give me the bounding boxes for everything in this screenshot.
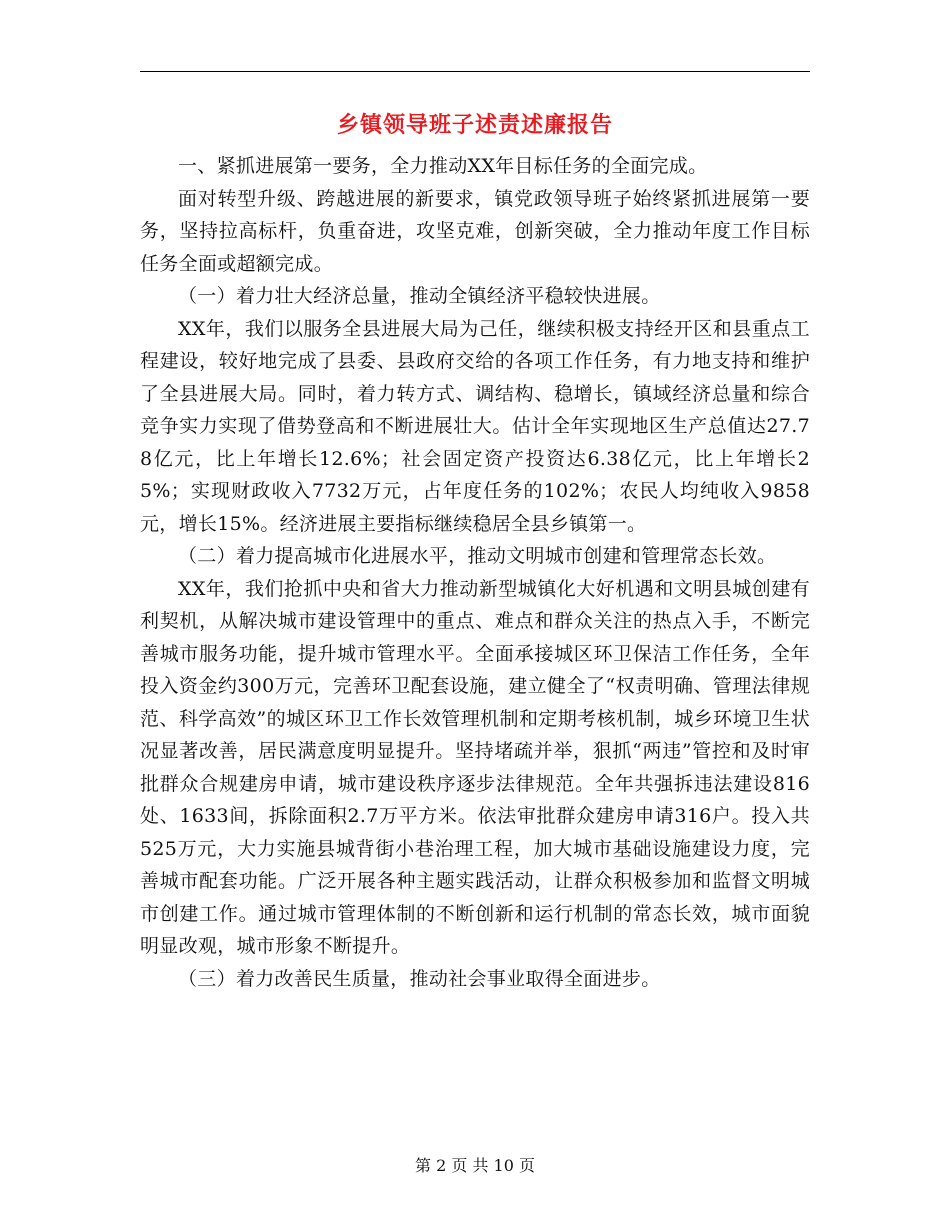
paragraph-intro: 面对转型升级、跨越进展的新要求，镇党政领导班子始终紧抓进展第一要务，坚持拉高标杆，负重奋进，攻坚克难，创新突破，全力推动年度工作目标任务全面或超额完成。 [140, 187, 810, 275]
header-rule [140, 71, 810, 72]
document-title: 乡镇领导班子述责述廉报告 [336, 112, 613, 138]
document-body [140, 150, 810, 995]
paragraph-subheading-1: （一）着力壮大经济总量，推动全镇经济平稳较快进展。 [178, 285, 661, 307]
paragraph-subheading-2: （二）着力提高城市化进展水平，推动文明城市创建和管理常态长效。 [178, 545, 777, 567]
page-number: 第 2 页 共 10 页 [415, 1156, 535, 1175]
paragraph-urbanization: XX年，我们抢抓中央和省大力推动新型城镇化大好机遇和文明县城创建有利契机，从解决城市建设管理中的重点、难点和群众关注的热点入手，不断完善城市服务功能，提升城市管理水平。全面承接城区环卫保洁工作任务，全年投入资金约300万元，完善环卫配套设施，建立健全了“权责明确、管理法律规范、科学高效”的城区环卫工作长效管理机制和定期考核机制，城乡环境卫生状况显著改善，居民满意度明显提升。坚持堵疏并举，狠抓“两违”管控和及时审批群众合规建房申请，城市建设秩序逐步法律规范。全年共强拆违法建设816处、1633间，拆除面积2.7万平方米。依法审批群众建房申请316户。投入共525万元，大力实施县城背街小巷治理工程，加大城市基础设施建设力度，完善城市配套功能。广泛开展各种主题实践活动，让群众积极参加和监督文明城市创建工作。通过城市管理体制的不断创新和运行机制的常态长效，城市面貌明显改观，城市形象不断提升。 [140, 577, 810, 957]
paragraph-section-heading-1: 一、紧抓进展第一要务，全力推动XX年目标任务的全面完成。 [178, 155, 708, 177]
paragraph-economy: XX年，我们以服务全县进展大局为己任，继续积极支持经开区和县重点工程建设，较好地完成了县委、县政府交给的各项工作任务，有力地支持和维护了全县进展大局。同时，着力转方式、调结构、稳增长，镇域经济总量和综合竞争实力实现了借势登高和不断进展壮大。估计全年实现地区生产总值达27.78亿元，比上年增长12.6%；社会固定资产投资达6.38亿元，比上年增长25%；实现财政收入7732万元，占年度任务的102%；农民人均纯收入9858元，增长15%。经济进展主要指标继续稳居全县乡镇第一。 [140, 317, 810, 535]
paragraph-subheading-3: （三）着力改善民生质量，推动社会事业取得全面进步。 [178, 967, 661, 990]
